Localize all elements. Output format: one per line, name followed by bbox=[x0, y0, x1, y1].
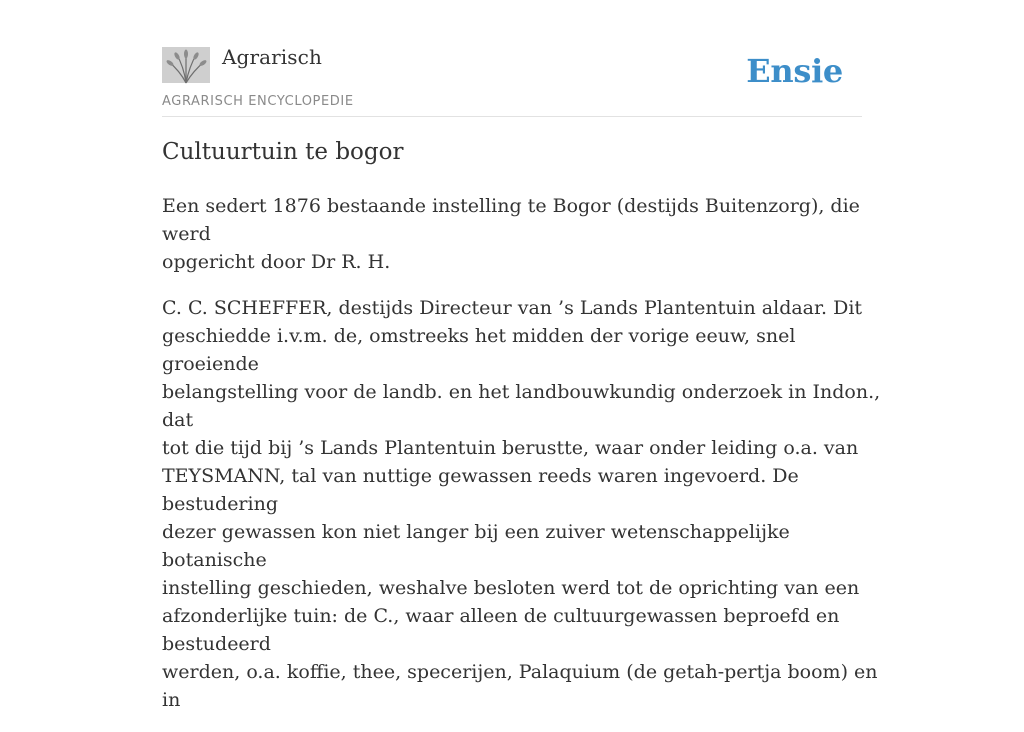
wheat-image-icon bbox=[162, 47, 210, 83]
article-paragraph: Een sedert 1876 bestaande instelling te Bogor (destijds Buitenzorg), die werd opgericht door Dr R. H. bbox=[162, 195, 860, 273]
article-paragraph: C. C. SCHEFFER, destijds Directeur van ’s Lands Plantentuin aldaar. Dit geschiedde i.v.m. de, omstreeks het midden der vorige eeuw, snel groeiende belangstelling voor de landb. en het landbouwkundig onderzoek in Indon., dat tot die tijd bij ’s Lands Plantentuin berustte, waar onder leiding o.a. van TEYSMANN, tal van nuttige gewassen reeds waren ingevoerd. De bestudering dezer gewassen kon niet langer bij een zuiver wetenschappelijke botanische instelling geschieden, weshalve besloten werd tot de oprichting van een afzonderlijke tuin: de C., waar alleen de cultuurgewassen beproefd en bestudeerd werden, o.a. koffie, thee, specerijen, Palaquium (de getah-pertja boom) en in bbox=[162, 297, 881, 711]
source-avatar[interactable] bbox=[162, 47, 210, 83]
article-body bbox=[162, 192, 882, 732]
source-subtitle: AGRARISCH ENCYCLOPEDIE bbox=[162, 94, 354, 109]
article-title: Cultuurtuin te bogor bbox=[162, 139, 404, 165]
source-name[interactable]: Agrarisch bbox=[222, 45, 322, 69]
ensie-logo[interactable]: Ensie bbox=[746, 52, 843, 90]
header bbox=[162, 44, 862, 117]
